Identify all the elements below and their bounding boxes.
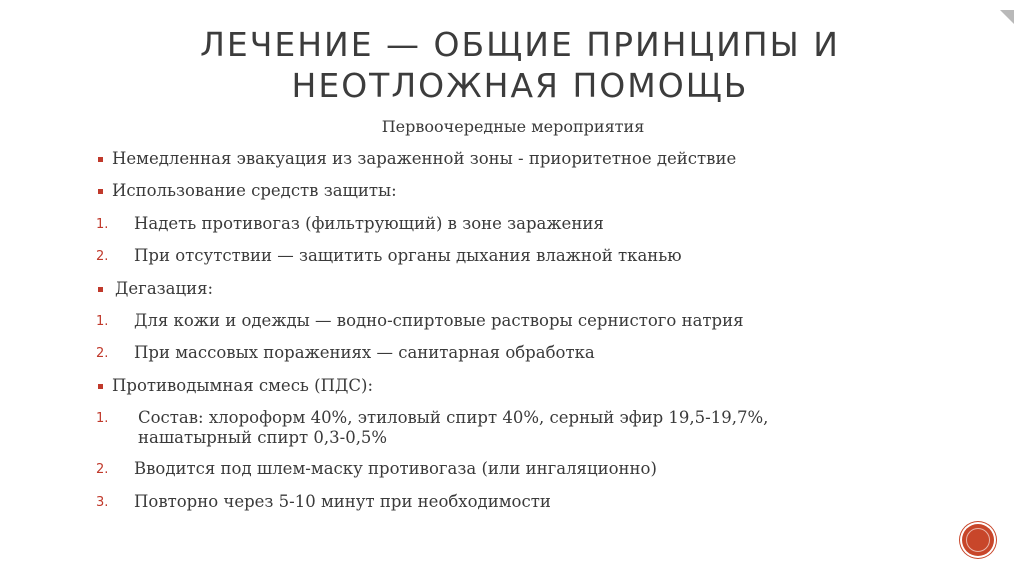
list-item-number: 2. xyxy=(96,346,109,361)
list-item-number: 1. xyxy=(96,217,109,232)
slide-title-line1: ЛЕЧЕНИЕ — ОБЩИЕ ПРИНЦИПЫ И xyxy=(200,25,840,64)
list-item-text: При массовых поражениях — санитарная обработка xyxy=(134,343,595,362)
bullet-square-icon xyxy=(98,157,103,162)
list-item-text: Немедленная эвакуация из зараженной зоны - приоритетное действие xyxy=(112,149,737,168)
bullet-square-icon xyxy=(98,189,103,194)
list-item-text: Дегазация: xyxy=(115,279,214,298)
list-item-number: 2. xyxy=(96,462,109,477)
list-item-text-line1: Состав: хлороформ 40%, этиловый спирт 40%, серный эфир 19,5-19,7%, xyxy=(138,408,769,427)
list-item-number: 1. xyxy=(96,314,109,329)
list-item-text: Повторно через 5-10 минут при необходимости xyxy=(134,492,551,511)
list-item-number: 1. xyxy=(96,411,109,426)
list-item-text: Для кожи и одежды — водно-спиртовые растворы сернистого натрия xyxy=(134,311,744,330)
list-item-text: Надеть противогаз (фильтрующий) в зоне заражения xyxy=(134,214,604,233)
list-item-text: При отсутствии — защитить органы дыхания влажной тканью xyxy=(134,246,682,265)
slide-subtitle: Первоочередные мероприятия xyxy=(381,117,645,136)
list-item-text: Противодымная смесь (ПДС): xyxy=(112,376,374,395)
bullet-square-icon xyxy=(98,384,103,389)
list-item-number: 2. xyxy=(96,249,109,264)
list-item-number: 3. xyxy=(96,495,109,510)
list-item-text: Вводится под шлем-маску противогаза (или ингаляционно) xyxy=(134,459,657,478)
list-item-text-line2: нашатырный спирт 0,3-0,5% xyxy=(138,428,388,447)
list-item-text xyxy=(138,408,768,448)
slide-title-line2: НЕОТЛОЖНАЯ ПОМОЩЬ xyxy=(291,66,749,105)
bullet-square-icon xyxy=(98,287,103,292)
next-slide-circle-icon[interactable] xyxy=(962,524,994,556)
list-item-text: Использование средств защиты: xyxy=(112,181,397,200)
